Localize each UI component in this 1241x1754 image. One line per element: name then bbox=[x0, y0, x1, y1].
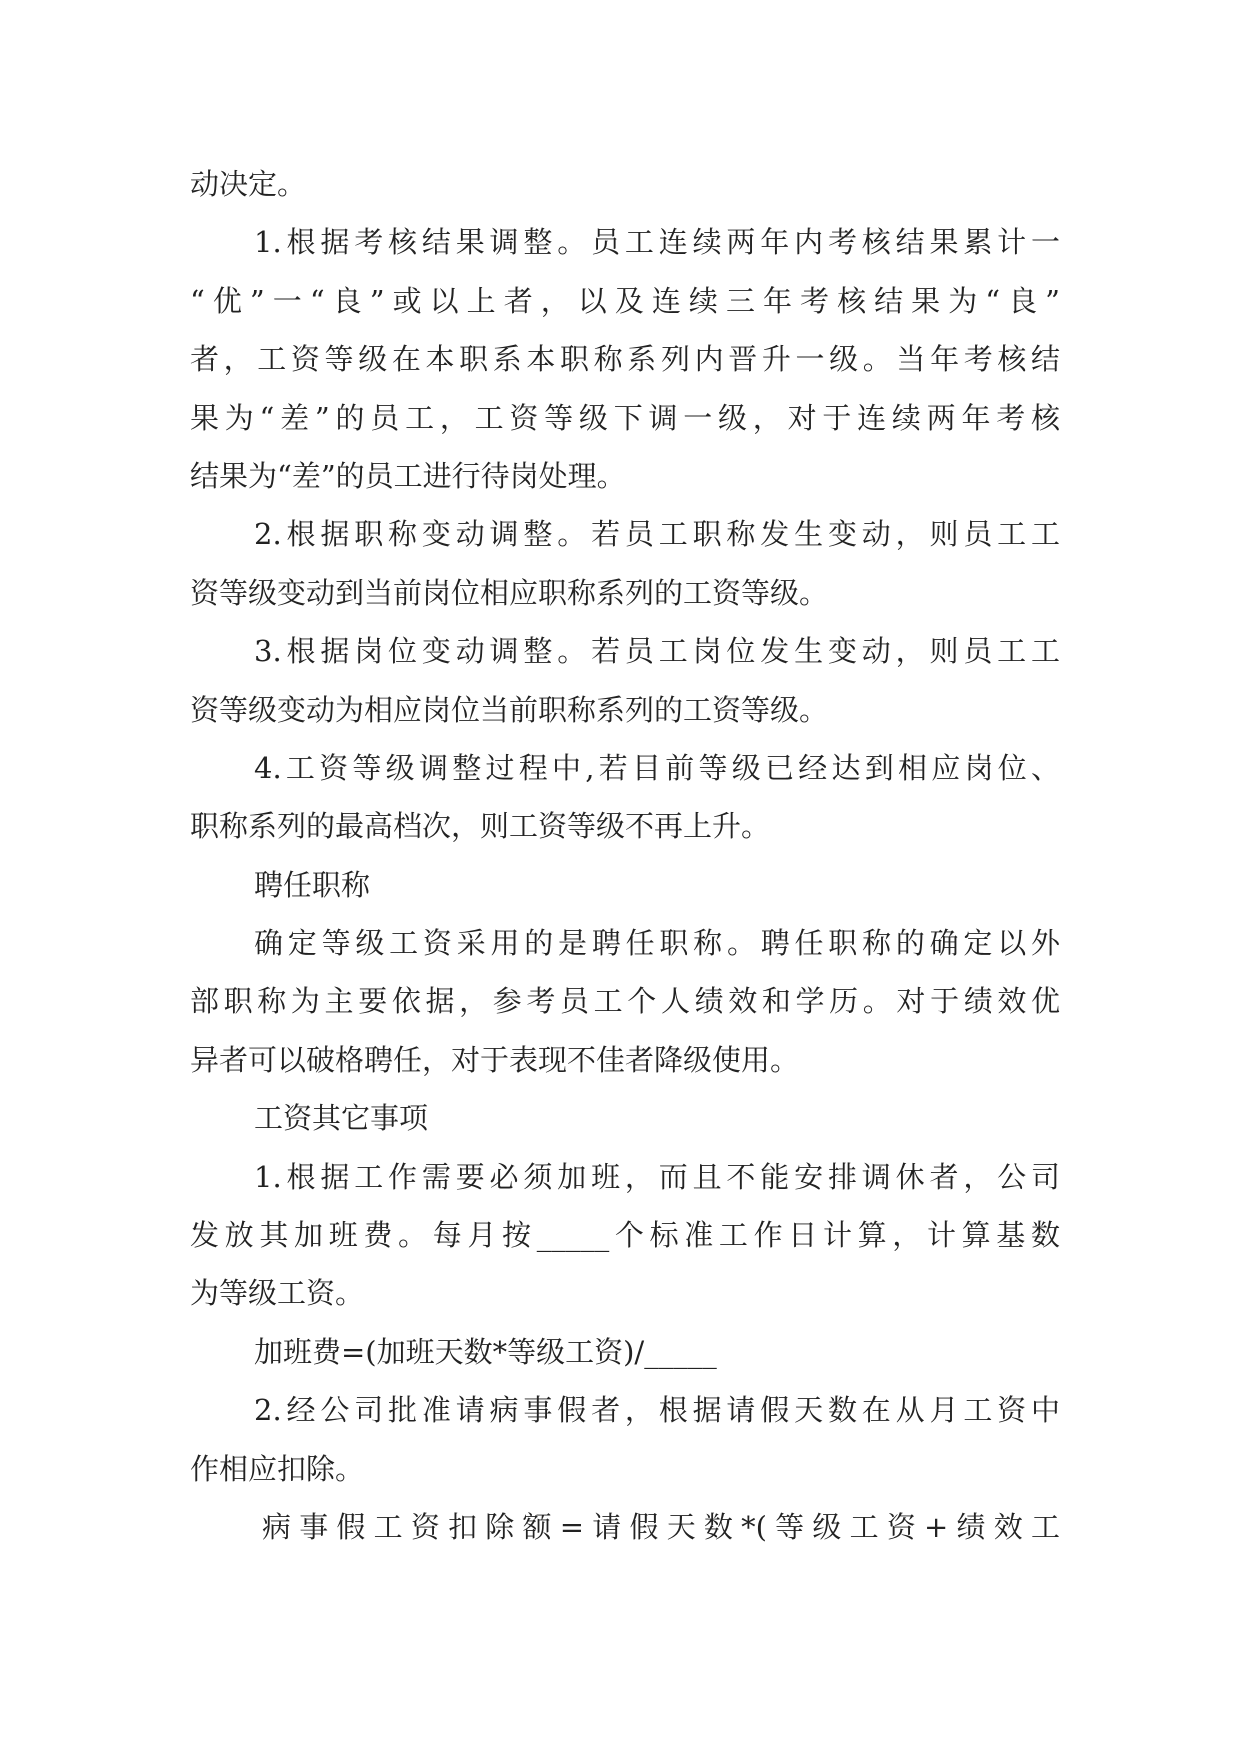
text-line: 部职称为主要依据，参考员工个人绩效和学历。对于绩效优 bbox=[190, 984, 1060, 1019]
text-line: 2.根据职称变动调整。若员工职称发生变动，则员工工 bbox=[254, 517, 1060, 552]
formula-line: 加班费=(加班天数*等级工资)/_____ bbox=[254, 1334, 717, 1369]
text-line: 确定等级工资采用的是聘任职称。聘任职称的确定以外 bbox=[254, 926, 1060, 961]
text-line: 资等级变动到当前岗位相应职称系列的工资等级。 bbox=[190, 575, 829, 610]
text-line: 异者可以破格聘任，对于表现不佳者降级使用。 bbox=[190, 1042, 800, 1077]
text-line: 2.经公司批准请病事假者，根据请假天数在从月工资中 bbox=[254, 1393, 1060, 1428]
text-line: 作相应扣除。 bbox=[190, 1451, 365, 1486]
text-line: 结果为“差”的员工进行待岗处理。 bbox=[190, 458, 626, 493]
text-line: 资等级变动为相应岗位当前职称系列的工资等级。 bbox=[190, 692, 829, 727]
text-line: 果为“差”的员工，工资等级下调一级，对于连续两年考核 bbox=[190, 400, 1060, 435]
formula-line: 病事假工资扣除额=请假天数*(等级工资+绩效工 bbox=[262, 1509, 1060, 1544]
text-line: 职称系列的最高档次，则工资等级不再上升。 bbox=[190, 809, 771, 844]
section-heading: 聘任职称 bbox=[254, 867, 371, 902]
text-line: 发放其加班费。每月按_____个标准工作日计算，计算基数 bbox=[190, 1218, 1060, 1253]
text-line: 1.根据工作需要必须加班，而且不能安排调休者，公司 bbox=[254, 1159, 1060, 1194]
text-line: 4.工资等级调整过程中,若目前等级已经达到相应岗位、 bbox=[254, 750, 1060, 785]
document-body bbox=[190, 155, 1060, 1556]
text-line: “优”一“良”或以上者，以及连续三年考核结果为“良” bbox=[190, 283, 1060, 318]
text-line: 为等级工资。 bbox=[190, 1276, 365, 1311]
text-line: 者，工资等级在本职系本职称系列内晋升一级。当年考核结 bbox=[190, 342, 1060, 377]
section-heading: 工资其它事项 bbox=[254, 1101, 429, 1136]
text-line: 动决定。 bbox=[190, 167, 307, 201]
text-line: 1.根据考核结果调整。员工连续两年内考核结果累计一 bbox=[254, 225, 1060, 260]
text-line: 3.根据岗位变动调整。若员工岗位发生变动，则员工工 bbox=[254, 634, 1060, 669]
